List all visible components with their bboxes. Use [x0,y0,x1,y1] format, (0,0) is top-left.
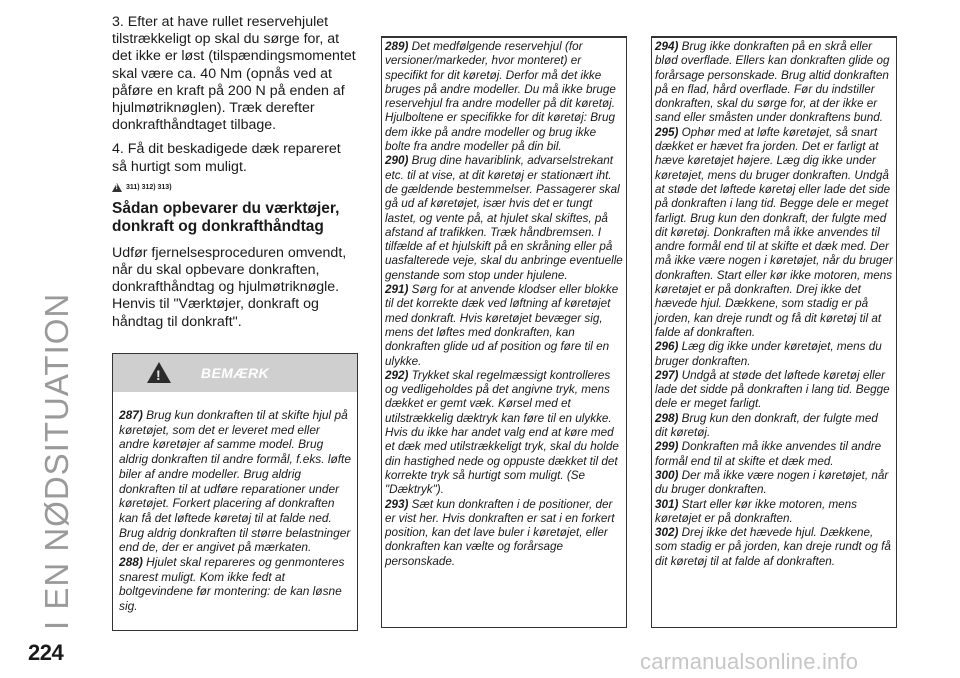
step-4: 4. Få dit beskadigede dæk repareret så hurtigt som muligt. [112,141,341,175]
note-item: 288) Hjulet skal repareres og genmonteres snarest muligt. Kom ikke fedt at boltgevindene før montering: de kan løsne sig. [119,555,345,614]
note-item: 300) Der må ikke være nogen i køretøjet, når du bruger donkraften. [655,468,889,497]
note-item: 295) Ophør med at løfte køretøjet, så snart dækket er hævet fra jorden. Det er farligt at hæve køretøjet højere. Læg dig ikke under køretøjet, mens du bruger donkraften. Undgå at støde det løftede køretøj eller lade det side på donkraften i lang tid. Begge dele er meget farligt. Brug kun den donkraft, der fulgte med dit køretøj. Donkraften må ikke anvendes til andre formål end til at skifte et dæk med. Der må ikke være nogen i køretøjet, når du bruger donkraften. Start eller kør ikke motoren, mens køretøjet er på donkraften. Drej ikke det hævede hjul. Dækkene, som stadig er på jorden, kan dreje rundt og få dit køretøj til at falde af donkraften. [655,125,893,339]
notice-header [113,354,357,392]
column-2-notes [381,38,627,628]
note-item: 298) Brug kun den donkraft, der fulgte med dit køretøj. [655,411,878,440]
note-item: 294) Brug ikke donkraften på en skrå eller blød overflade. Ellers kan donkraften glide og forårsage personskade. Brug altid donkraften på en flad, hård overflade. Før du indstiller donkraften, skal du sørge for, at der ikke er sand eller småsten under donkraftens bund. [655,40,890,125]
section-heading: Sådan opbevarer du værktøjer, donkraft og donkrafthåndtag [112,199,340,236]
section-sidebar [30,30,90,630]
step-3: 3. Efter at have rullet reservehjulet tilstrækkeligt op skal du sørge for, at det ikke er løst (tilspændingsmomentet skal være ca. 40 Nm (opnås ved at påføre en kraft på 200 N på enden af hjulmøtriknøglen). Træk derefter donkrafthåndtaget tilbage. [112,14,356,134]
note-item: 289) Det medfølgende reservehjul (for versioner/markeder, hvor monteret) er specifikt for dit køretøj. Derfor må det ikke bruges på andre modeller. Du må ikke bruge reservehjul fra andre modeller på dit køretøj. Hjulboltene er specifikke for dit køretøj: Brug dem ikke på andre modeller og brug ikke bolte fra andre modeller på din bil. [385,40,616,154]
warning-references [112,183,358,192]
note-item: 291) Sørg for at anvende klodser eller blokke til det korrekte dæk ved løftning af køretøjet med donkraft. Hvis køretøjet bevæger sig, mens det løftes med donkraften, kan donkraften glide ud af position og føre til en ulykke. [385,283,619,368]
watermark: carmanualsonline.info [640,649,859,674]
note-item: 287) Brug kun donkraften til at skifte hjul på køretøjet, som det er leveret med eller andre køretøjer af samme model. Brug aldrig donkraften til andre formål, f.eks. løfte biler af andre modeller. Brug aldrig donkraften til at udføre reparationer under køretøjet. Forkert placering af donkraften kan få det løftede køretøj til at falde ned. Brug aldrig donkraften til større belastninger end de, der er angivet på mærkaten. [119,408,351,555]
note-item: 301) Start eller kør ikke motoren, mens køretøjet er på donkraften. [655,497,858,525]
storage-instructions: Udfør fjernelsesproceduren omvendt, når du skal opbevare donkraften, donkrafthåndtag og hjulmøtriknøgle. Henvis til "Værktøjer, donkraft og håndtag til donkraft". [112,244,347,330]
note-item: 302) Drej ikke det hævede hjul. Dækkene, som stadig er på jorden, kan dreje rundt og få dit køretøj til at falde af donkraften. [655,526,891,568]
column-3-notes [651,38,897,628]
warning-triangle-icon [112,183,122,192]
notice-title: BEMÆRK [200,365,270,381]
page-number: 224 [28,640,64,665]
note-item: 296) Læg dig ikke under køretøjet, mens du bruger donkraften. [655,340,882,368]
notice-text [113,392,357,614]
column-1 [112,14,358,338]
note-item: 299) Donkraften må ikke anvendes til andre formål end til at skifte et dæk med. [655,440,882,468]
reference-numbers: 311) 312) 313) [126,183,172,191]
notice-box [112,353,358,631]
note-item: 292) Trykket skal regelmæssigt kontrolleres og vedligeholdes på det angivne tryk, mens dækket er gemt væk. Kørsel med et utilstrækkelig dæktryk kan føre til en ulykke. Hvis du ikke har andet valg end at køre med et dæk med utilstrækkeligt tryk, skal du holde din hastighed nede og oppuste dækket til det korrekte tryk så hurtigt som muligt. (Se "Dæktryk"). [385,368,619,497]
note-item: 290) Brug dine havariblink, advarselstrekant etc. til at vise, at dit køretøj er stationært iht. de gældende bestemmelser. Passagerer skal gå ud af køretøjet, især hvis det er tungt lastet, og vente på, at hjulet skal skiftes, på afstand af trafikken. Træk håndbremsen. I tilfælde af et hjulskift på en skråning eller på uasfalterede veje, skal du anbringe eventuelle genstande som stop under hjulene. [385,154,623,282]
section-title: I EN NØDSITUATION [38,292,75,630]
note-item: 293) Sæt kun donkraften i de positioner, der er vist her. Hvis donkraften er sat i en forkert position, kan det lave buler i køretøjet, eller donkraften kan vælte og forårsage personskade. [385,497,615,568]
note-item: 297) Undgå at støde det løftede køretøj eller lade det sidde på donkraften i lang tid. Begge dele er meget farligt. [655,368,890,411]
